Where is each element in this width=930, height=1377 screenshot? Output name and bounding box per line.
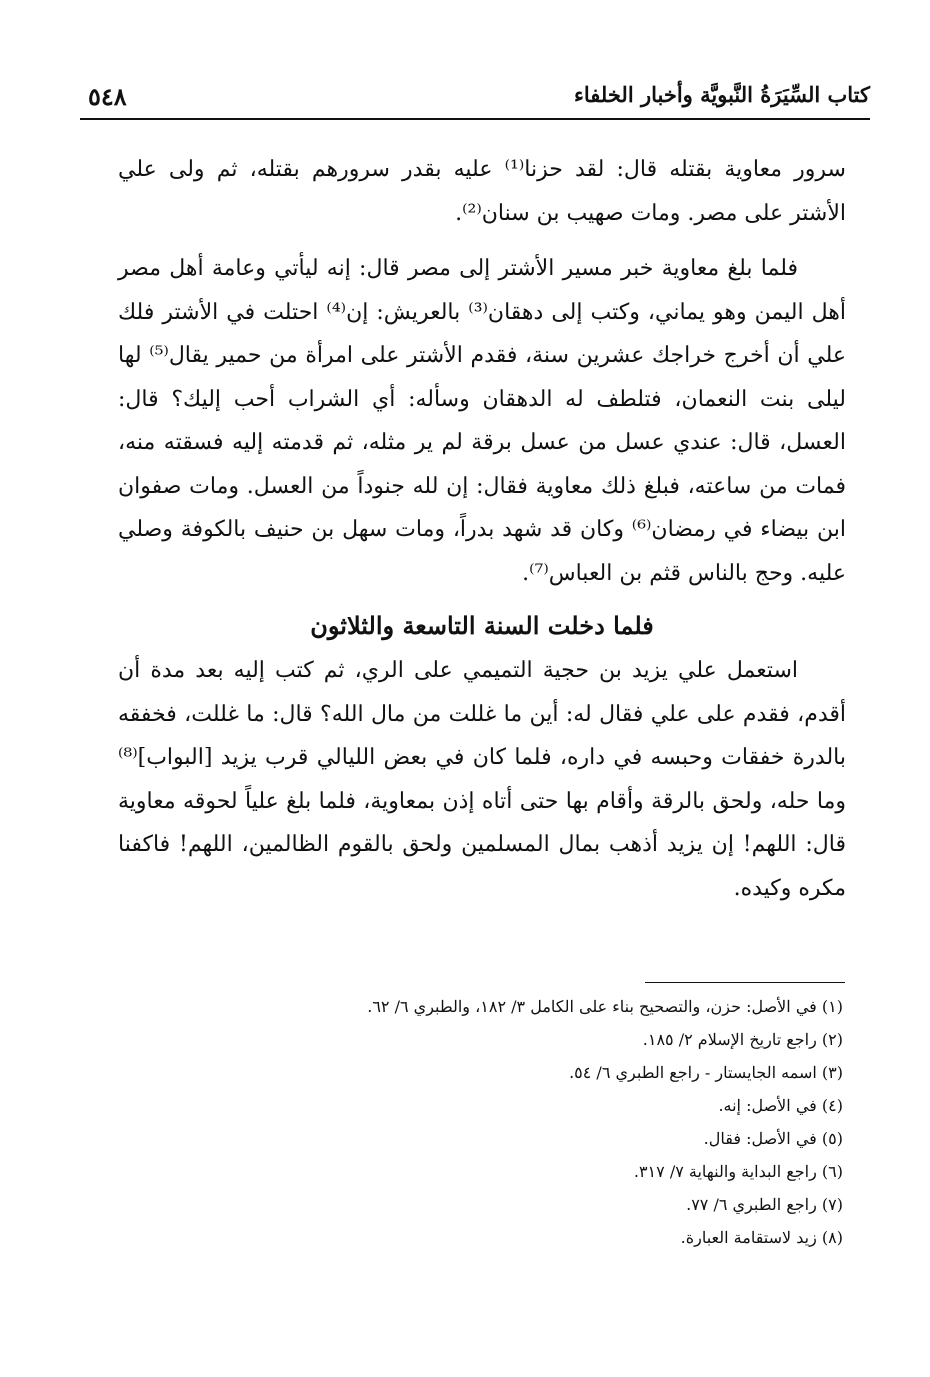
footnote-6: (٦) راجع البداية والنهاية ٧/ ٣١٧.: [633, 1162, 843, 1181]
page-number: ٥٤٨: [88, 82, 127, 111]
book-title: كتاب السِّيَرَةُ النَّبويَّة وأخبار الخلفاء: [574, 82, 870, 107]
paragraph-3: استعمل علي يزيد بن حجية التميمي على الري، ثم كتب إليه بعد مدة أن أقدم، فقدم على علي فقال له: أين ما غللت من مال الله؟ قال: ما غللت، فخفقه بالدرة خفقات وحبسه في داره، فلما كان في بعض الليالي قرب يزيد [البواب]⁽⁸⁾ وما حله، ولحق بالرقة وأقام بها حتى أتاه إذن بمعاوية، فلما بلغ علياً لحوقه معاوية قال: اللهم! إن يزيد أذهب بمال المسلمين ولحق بالقوم الظالمين، اللهم! فاكفنا مكره وكيده.: [118, 658, 846, 901]
footnote-4: (٤) في الأصل: إنه.: [718, 1096, 843, 1115]
running-header: [80, 78, 870, 120]
section-heading: فلما دخلت السنة التاسعة والثلاثون: [310, 611, 654, 640]
paragraph-1: سرور معاوية بقتله قال: لقد حزنا⁽¹⁾ عليه بقدر سرورهم بقتله، ثم ولى علي الأشتر على مصر. ومات صهيب بن سنان⁽²⁾.: [118, 157, 846, 226]
main-text: [118, 148, 846, 910]
footnote-7: (٧) راجع الطبري ٦/ ٧٧.: [686, 1195, 843, 1214]
footnote-1: (١) في الأصل: حزن، والتصحيح بناء على الكامل ٣/ ١٨٢، والطبري ٦/ ٦٢.: [367, 997, 843, 1016]
footnote-2: (٢) راجع تاريخ الإسلام ٢/ ١٨٥.: [642, 1030, 843, 1049]
footnote-5: (٥) في الأصل: فقال.: [703, 1129, 843, 1148]
footnotes: [118, 990, 843, 1254]
footnote-separator: [645, 982, 845, 983]
footnote-8: (٨) زيد لاستقامة العبارة.: [680, 1228, 843, 1247]
paragraph-2: فلما بلغ معاوية خبر مسير الأشتر إلى مصر قال: إنه ليأتي وعامة أهل مصر أهل اليمن وهو يماني، وكتب إلى دهقان⁽³⁾ بالعريش: إن⁽⁴⁾ احتلت في الأشتر فلك علي أن أخرج خراجك عشرين سنة، فقدم الأشتر على امرأة من حمير يقال⁽⁵⁾ لها ليلى بنت النعمان، فتلطف له الدهقان وسأله: أي الشراب أحب إليك؟ قال: العسل، قال: عندي عسل من عسل برقة لم ير مثله، ثم قدمته إليه فسقته منه، فمات من ساعته، فبلغ ذلك معاوية فقال: إن لله جنوداً من العسل. ومات صفوان ابن بيضاء في رمضان⁽⁶⁾ وكان قد شهد بدراً، ومات سهل بن حنيف بالكوفة وصلي عليه. وحج بالناس قثم بن العباس⁽⁷⁾.: [118, 256, 846, 586]
footnote-3: (٣) اسمه الجايستار - راجع الطبري ٦/ ٥٤.: [569, 1063, 843, 1082]
